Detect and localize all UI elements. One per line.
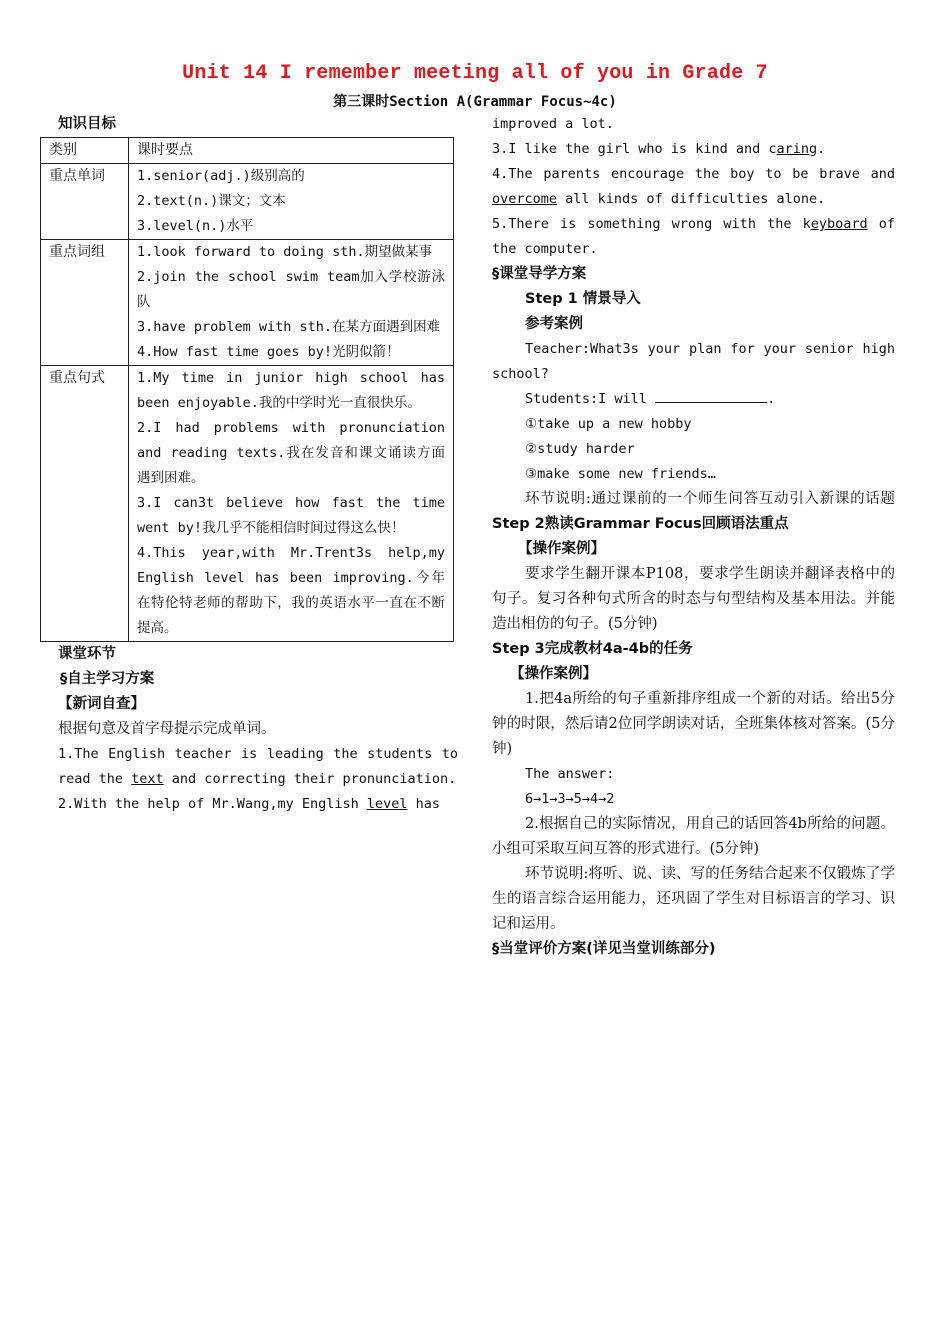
table-header-cell: 课时要点 bbox=[129, 138, 454, 164]
answer-word: text bbox=[131, 771, 164, 787]
point-item: 4.How fast time goes by!光阴似箭！ bbox=[137, 344, 400, 360]
exercise-text: 3.I like the girl who is kind and c bbox=[492, 141, 777, 157]
point-item: 1.look forward to doing sth.期望做某事 bbox=[137, 244, 433, 260]
option-item: ①take up a new hobby bbox=[525, 416, 692, 432]
step2-text: 要求学生翻开课本P108，要求学生朗读并翻译表格中的句子。复习各种句式所含的时态与句型结构及基本用法。并能造出相仿的句子。(5分钟) bbox=[492, 566, 895, 632]
category-cell: 重点句式 bbox=[41, 366, 129, 642]
reference-case-heading: 参考案例 bbox=[525, 316, 583, 332]
note-paragraph: 环节说明:将听、说、读、写的任务结合起来不仅锻炼了学生的语言综合运用能力，还巩固了学生对目标语言的学习、识记和运用。 bbox=[492, 866, 895, 932]
point-item: 3.have problem with sth.在某方面遇到困难 bbox=[137, 319, 441, 335]
option-item: ③make some new friends… bbox=[525, 466, 716, 482]
points-cell bbox=[129, 240, 454, 366]
students-line: Students:I will . bbox=[492, 387, 895, 412]
left-column bbox=[40, 112, 458, 817]
note-text: 环节说明:通过课前的一个师生问答互动引入新课的话题 bbox=[525, 491, 895, 507]
evaluation-line: §当堂评价方案(详见当堂训练部分) bbox=[492, 941, 716, 957]
key-points-table bbox=[40, 137, 454, 642]
step3-heading: Step 3完成教材4a-4b的任务 bbox=[492, 641, 693, 657]
self-study-heading: §自主学习方案 bbox=[60, 671, 155, 687]
exercise-item bbox=[40, 742, 458, 792]
points-cell bbox=[129, 366, 454, 642]
answer-label: The answer: bbox=[525, 766, 615, 782]
point-item: 1.senior(adj.)级别高的 bbox=[137, 168, 305, 184]
exercise-item bbox=[492, 137, 895, 162]
table-header-row bbox=[41, 138, 454, 164]
point-item: 4.This year,with Mr.Trent3s help,my English level has been improving.今年在特伦特老师的帮助下，我的英语水平一直在不断提高。 bbox=[137, 545, 445, 636]
exercise-text: of the computer. bbox=[492, 216, 895, 257]
page-title: Unit 14 I remember meeting all of you in Grade 7 bbox=[182, 62, 768, 85]
guide-heading: §课堂导学方案 bbox=[492, 266, 587, 282]
exercise-text: and correcting their pronunciation. bbox=[163, 771, 457, 787]
students-text: Students:I will bbox=[525, 391, 647, 407]
points-cell bbox=[129, 164, 454, 240]
point-item: 2.join the school swim team加入学校游泳队 bbox=[137, 269, 445, 310]
exercise-text: . bbox=[817, 141, 826, 157]
point-item: 2.text(n.)课文；文本 bbox=[137, 193, 286, 209]
operation-case-heading: 【操作案例】 bbox=[510, 666, 597, 682]
teacher-line: Teacher:What3s your plan for your senior high school? bbox=[492, 341, 895, 382]
exercise-item bbox=[492, 212, 895, 262]
exercise-item bbox=[492, 162, 895, 212]
step3-task1: 1.把4a所给的句子重新排序组成一个新的对话。给出5分钟的时限，然后请2位同学朗读对话，全班集体核对答案。(5分钟) bbox=[492, 691, 895, 757]
step1-heading: Step 1 情景导入 bbox=[525, 291, 641, 307]
exercise-text: all kinds of difficulties alone. bbox=[557, 191, 826, 207]
knowledge-heading: 知识目标 bbox=[58, 116, 116, 132]
step3-task2: 2.根据自己的实际情况，用自己的话回答4b所给的问题。小组可采取互问互答的形式进行。(5分钟) bbox=[492, 816, 895, 857]
point-item: 2.I had problems with pronunciation and reading texts.我在发音和课文诵读方面遇到困难。 bbox=[137, 420, 445, 486]
exercise-text: 4.The parents encourage the boy to be brave and bbox=[492, 166, 895, 182]
point-item: 3.I can3t believe how fast the time went by!我几乎不能相信时间过得这么快！ bbox=[137, 495, 445, 536]
point-item: 1.My time in junior high school has been enjoyable.我的中学时光一直很快乐。 bbox=[137, 370, 445, 411]
exercise-text: has bbox=[407, 796, 441, 812]
exercise-item bbox=[40, 792, 458, 817]
answer-word: aring bbox=[776, 141, 818, 157]
class-heading: 课堂环节 bbox=[58, 646, 116, 662]
category-cell: 重点词组 bbox=[41, 240, 129, 366]
table-row bbox=[41, 240, 454, 366]
answer-sequence: 6→1→3→5→4→2 bbox=[525, 791, 615, 807]
step2-heading: Step 2熟读Grammar Focus回顾语法重点 bbox=[492, 516, 789, 532]
exercise-text: 5.There is something wrong with the k bbox=[492, 216, 811, 232]
category-cell: 重点单词 bbox=[41, 164, 129, 240]
operation-case-heading: 【操作案例】 bbox=[518, 541, 605, 557]
exercise-text: 2.With the help of Mr.Wang,my English bbox=[58, 796, 367, 812]
right-column bbox=[492, 112, 895, 962]
answer-word: level bbox=[366, 796, 408, 812]
option-item: ②study harder bbox=[525, 441, 635, 457]
table-header-cell: 类别 bbox=[41, 138, 129, 164]
new-words-heading: 【新词自查】 bbox=[58, 696, 145, 712]
table-row bbox=[41, 164, 454, 240]
point-item: 3.level(n.)水平 bbox=[137, 218, 254, 234]
note-paragraph bbox=[492, 487, 895, 537]
exercise-text: 1.The English teacher is leading the students to read the bbox=[58, 746, 458, 787]
table-row bbox=[41, 366, 454, 642]
instruction-text: 根据句意及首字母提示完成单词。 bbox=[58, 721, 276, 737]
answer-word: overcome bbox=[492, 191, 558, 207]
answer-word: eyboard bbox=[810, 216, 868, 232]
exercise-continuation: improved a lot. bbox=[492, 116, 614, 132]
page-subtitle: 第三课时Section A(Grammar Focus~4c) bbox=[333, 94, 617, 110]
answer-blank bbox=[655, 387, 767, 403]
